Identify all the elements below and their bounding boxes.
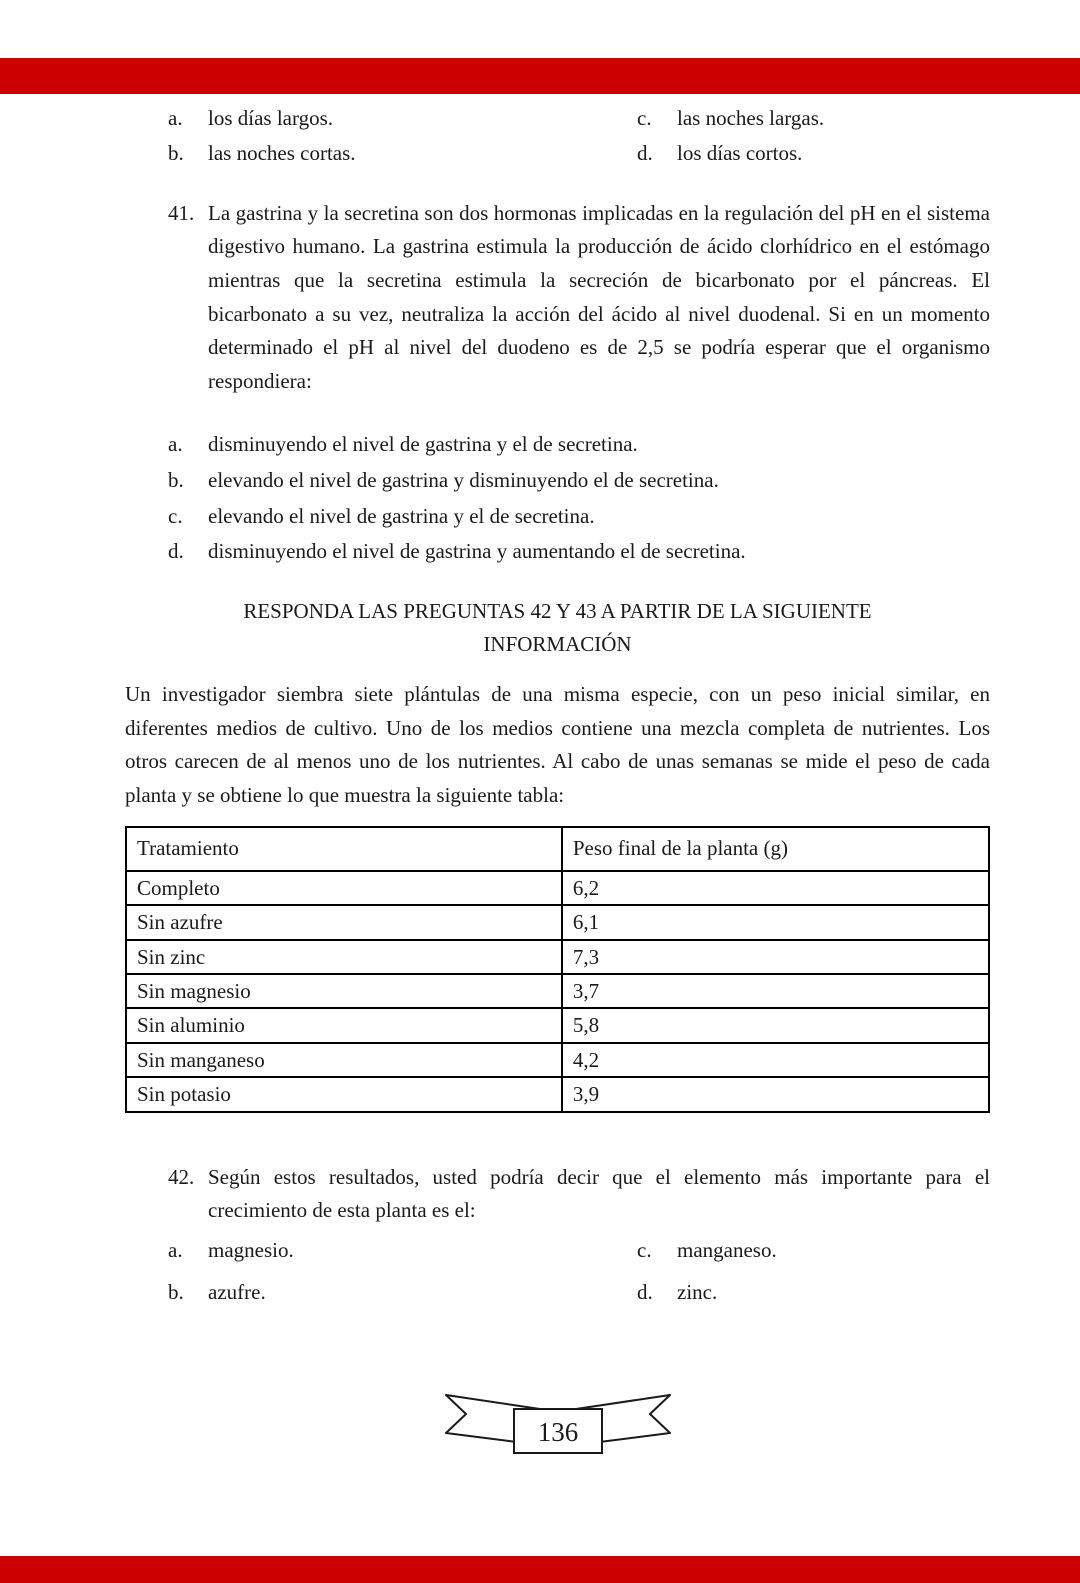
weight-cell: 6,2 [562, 871, 989, 905]
option-c [637, 1234, 990, 1268]
option-d [168, 535, 990, 569]
option-d [637, 137, 990, 171]
section-header [125, 595, 990, 662]
option-text: zinc. [677, 1279, 718, 1304]
option-d [637, 1276, 990, 1310]
option-a [168, 102, 637, 136]
table-row [126, 1008, 989, 1042]
treatment-cell: Completo [126, 871, 562, 905]
option-text: disminuyendo el nivel de gastrina y el de secretina. [208, 432, 638, 457]
page-number: 136 [537, 1417, 578, 1448]
section-header-line1: RESPONDA LAS PREGUNTAS 42 Y 43 A PARTIR DE LA SIGUIENTE [243, 598, 872, 623]
option-letter: b. [168, 467, 184, 492]
treatment-cell: Sin aluminio [126, 1008, 562, 1042]
weight-cell: 4,2 [562, 1043, 989, 1077]
option-text: magnesio. [208, 1237, 294, 1262]
results-table [125, 826, 990, 1113]
option-letter: a. [168, 105, 183, 130]
option-letter: d. [637, 141, 653, 166]
page-number-ribbon [125, 1387, 990, 1465]
weight-cell: 3,9 [562, 1077, 989, 1111]
weight-cell: 7,3 [562, 940, 989, 974]
option-text: los días cortos. [677, 141, 803, 166]
option-letter: c. [637, 1237, 652, 1262]
treatment-cell: Sin zinc [126, 940, 562, 974]
table-header-weight: Peso final de la planta (g) [562, 827, 989, 870]
question-stem: La gastrina y la secretina son dos hormonas implicadas en la regulación del pH en el sistema digestivo humano. La gastrina estimula la producción de ácido clorhídrico en el estómago mientras que la secretina estimula la secreción de bicarbonato por el páncreas. El bicarbonato a su vez, neutraliza la acción del ácido al nivel duodenal. Si en un momento determinado el pH al nivel del duodeno es de 2,5 se podría esperar que el organismo respondiera: [208, 200, 990, 393]
top-red-bar [0, 58, 1080, 94]
question-41 [168, 197, 990, 399]
option-text: disminuyendo el nivel de gastrina y aumentando el de secretina. [208, 539, 746, 564]
bottom-red-bar [0, 1556, 1080, 1583]
option-text: elevando el nivel de gastrina y disminuyendo el de secretina. [208, 467, 719, 492]
question-number: 41. [168, 200, 195, 225]
table-row [126, 974, 989, 1008]
table-row [126, 905, 989, 939]
option-a [168, 1234, 637, 1268]
option-text: azufre. [208, 1279, 266, 1304]
treatment-cell: Sin potasio [126, 1077, 562, 1111]
option-text: las noches largas. [677, 105, 825, 130]
table-row [126, 940, 989, 974]
table-row [126, 1077, 989, 1111]
treatment-cell: Sin magnesio [126, 974, 562, 1008]
option-b [168, 464, 990, 498]
treatment-cell: Sin manganeso [126, 1043, 562, 1077]
weight-cell: 6,1 [562, 905, 989, 939]
weight-cell: 5,8 [562, 1008, 989, 1042]
intro-paragraph: Un investigador siembra siete plántulas de una misma especie, con un peso inicial similar, en diferentes medios de cultivo. Uno de los medios contiene una mezcla completa de nutrientes. Los otros carecen de al menos uno de los nutrientes. Al cabo de unas semanas se mide el peso de cada planta y se obtiene lo que muestra la siguiente tabla: [125, 681, 990, 807]
option-b [168, 1276, 637, 1310]
option-c [637, 102, 990, 136]
q40-options [168, 102, 990, 171]
table-header-row [126, 827, 989, 870]
option-letter: a. [168, 432, 183, 457]
option-letter: c. [168, 503, 183, 528]
q41-options [168, 428, 990, 568]
question-42 [168, 1161, 990, 1228]
option-text: los días largos. [208, 105, 334, 130]
section-header-line2: INFORMACIÓN [483, 632, 632, 657]
weight-cell: 3,7 [562, 974, 989, 1008]
option-text: elevando el nivel de gastrina y el de secretina. [208, 503, 595, 528]
question-stem: Según estos resultados, usted podría decir que el elemento más importante para el crecimiento de esta planta es el: [208, 1164, 990, 1223]
option-letter: b. [168, 141, 184, 166]
option-letter: b. [168, 1279, 184, 1304]
option-text: las noches cortas. [208, 141, 356, 166]
option-letter: d. [168, 539, 184, 564]
ribbon-banner-icon [438, 1387, 678, 1465]
table-row [126, 871, 989, 905]
treatment-cell: Sin azufre [126, 905, 562, 939]
option-letter: c. [637, 105, 652, 130]
option-a [168, 428, 990, 462]
option-text: manganeso. [677, 1237, 777, 1262]
table-header-treatment: Tratamiento [126, 827, 562, 870]
table-row [126, 1043, 989, 1077]
q42-options [168, 1234, 990, 1309]
option-b [168, 137, 637, 171]
option-letter: a. [168, 1237, 183, 1262]
option-letter: d. [637, 1279, 653, 1304]
page-content [0, 58, 1080, 1465]
option-c [168, 500, 990, 534]
question-number: 42. [168, 1164, 195, 1189]
